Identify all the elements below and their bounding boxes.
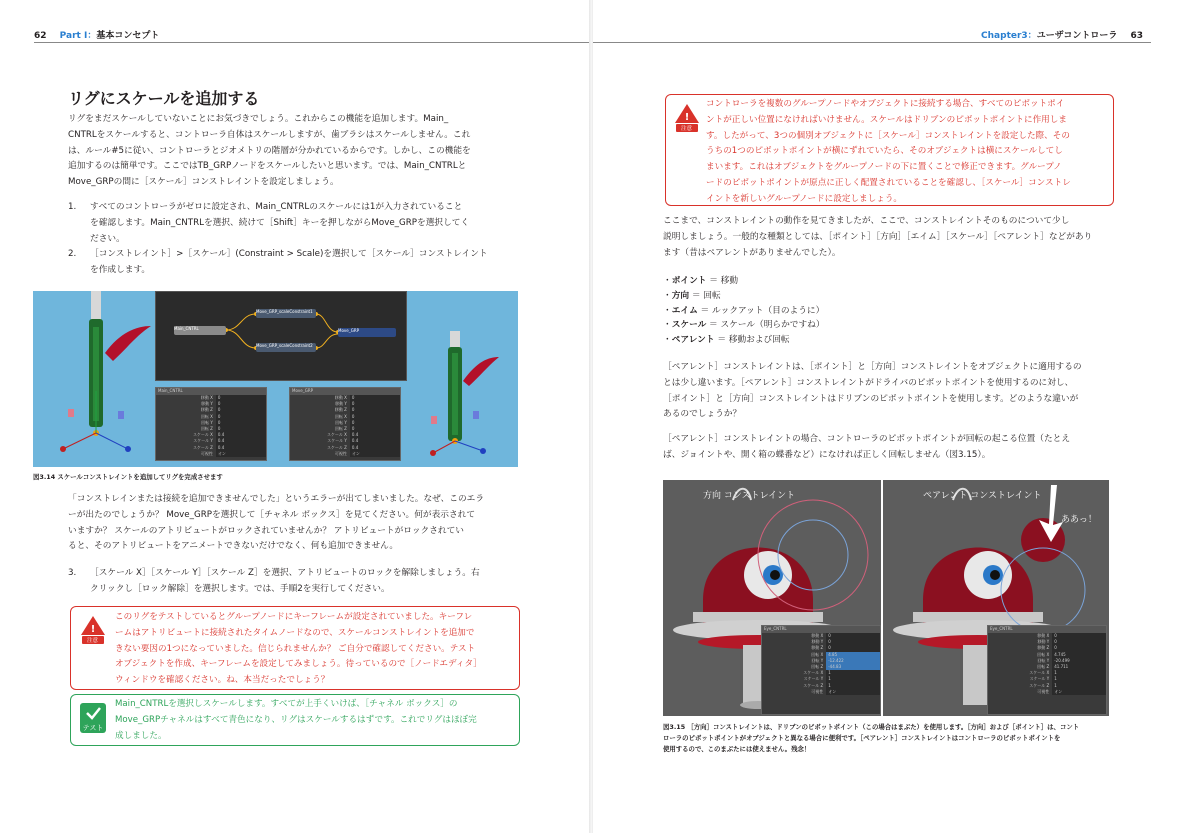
text-line: ［ポイント］と［方向］コンストレイントはドリブンのピボットポイントを使用します。どのような違いが — [663, 393, 1079, 404]
channel-value[interactable]: -44.83 — [826, 664, 880, 670]
svg-text:!: ! — [684, 112, 690, 123]
caution-icon — [674, 103, 700, 133]
list-item — [68, 566, 528, 598]
text-line: 「コンストレインまたは接続を追加できませんでした」というエラーが出てしまいました。なぜ、このエラ — [68, 494, 485, 504]
node-editor-panel — [155, 291, 407, 381]
text-line: うちの1つのピボットポイントが横にずれていたら、そのオブジェクトは横にスケールしてし — [706, 146, 1063, 157]
channel-value[interactable]: 0 — [826, 633, 880, 639]
text-line: クリックし［ロック解除］を選択します。では、手順2を実行してください。 — [90, 583, 390, 594]
bullet-term: エイム — [671, 305, 698, 316]
channel-label: スケール Y — [1029, 676, 1050, 682]
channel-value[interactable]: 0.4 — [350, 432, 400, 438]
channel-label: 回転 Z — [200, 425, 213, 431]
channel-label: 可視性 — [811, 688, 824, 694]
text-line: ［ペアレント］コンストレイントは、［ポイント］と［方向］コンストレイントをオブジェクトに適用するの — [663, 362, 1082, 372]
channel-row[interactable] — [156, 451, 266, 457]
bullet-desc: ＝ 移動および回転 — [717, 335, 790, 346]
channel-label: 移動 Z — [1037, 645, 1050, 651]
channel-value[interactable]: オン — [350, 451, 400, 457]
channel-value[interactable]: 1 — [826, 676, 880, 682]
channel-box-title: Move_GRP — [290, 388, 400, 395]
text-line: ームはアトリビュートに接続されたタイムノードなので、スケールコンストレイントを追加で — [115, 627, 475, 638]
channel-label: スケール Y — [193, 438, 213, 444]
parent-paragraph — [663, 360, 1123, 423]
channel-label: 移動 Y — [1037, 639, 1050, 645]
bullet-desc: ＝ 回転 — [691, 290, 721, 301]
channel-row[interactable] — [988, 689, 1106, 695]
check-icon — [80, 703, 106, 733]
channel-label: スケール Z — [803, 682, 824, 688]
channel-value[interactable]: 4.85 — [826, 652, 880, 658]
channel-value[interactable]: 0 — [826, 639, 880, 645]
caution-label: 注意 — [681, 126, 693, 132]
figure-3-14 — [33, 291, 518, 467]
channel-value[interactable]: 41.711 — [1052, 664, 1106, 670]
left-page — [0, 0, 590, 833]
steps-list-2 — [68, 566, 528, 598]
channel-value[interactable]: -12.422 — [826, 658, 880, 664]
list-item — [68, 200, 528, 247]
channel-label: 移動 X — [200, 395, 213, 400]
channel-value[interactable]: 1 — [826, 683, 880, 689]
test-box — [70, 694, 520, 746]
running-head-left — [34, 28, 159, 41]
channel-value[interactable]: 0 — [350, 407, 400, 413]
channel-value[interactable]: 0.4 — [216, 445, 266, 451]
text-line: ［コンストレイント］>［スケール］(Constraint > Scale)を選択して［スケール］コンストレイント — [90, 249, 488, 260]
bullet-term: 方向 — [671, 290, 690, 301]
text-line: ［スケール X］［スケール Y］［スケール Z］を選択、アトリビュートのロックを解除しましょう。右 — [90, 568, 480, 578]
svg-text:!: ! — [90, 624, 96, 635]
channel-row[interactable] — [762, 689, 880, 695]
channel-label: スケール X — [326, 432, 347, 438]
channel-label: 可視性 — [1037, 688, 1050, 694]
channel-value[interactable]: 0 — [216, 407, 266, 413]
channel-label: 可視性 — [200, 450, 213, 456]
caution-text — [115, 610, 515, 689]
bullet-term: ペアレント — [671, 335, 715, 346]
channel-label: 移動 Z — [811, 645, 824, 651]
text-line: ださい。 — [90, 233, 125, 244]
channel-label: 可視性 — [334, 450, 347, 456]
channel-label: 移動 X — [811, 633, 824, 638]
channel-label: スケール Y — [327, 438, 347, 444]
channel-box-eye-parent — [987, 625, 1107, 715]
text-line: ここまで、コンストレイントの動作を見てきましたが、ここで、コンストレイントそのものについて少し — [663, 216, 1070, 226]
callout-text: ああっ！ — [1061, 515, 1097, 525]
channel-value[interactable]: -20.499 — [1052, 658, 1106, 664]
text-line: リグをまだスケールしていないことにお気づきでしょう。これからこの機能を追加します。Main_ — [68, 114, 449, 124]
channel-box-title: Eye_CNTRL — [762, 626, 880, 633]
channel-value[interactable]: 0.4 — [216, 438, 266, 444]
chapter-title: ユーザコントローラ — [1036, 31, 1118, 41]
channel-label: 回転 Y — [201, 419, 213, 425]
channel-box-eye-orient — [761, 625, 881, 715]
node-move-grp[interactable] — [338, 328, 396, 337]
channel-label: 移動 Y — [811, 639, 824, 645]
running-head-right — [981, 28, 1143, 41]
test-text — [115, 697, 515, 744]
caution-icon — [80, 615, 106, 645]
channel-label: 移動 X — [1037, 633, 1050, 638]
text-line: ば、ジョイントや、開く箱の蝶番など）になければ正しく回転しません（図3.15）。 — [663, 449, 991, 460]
caption-line: 図3.15 ［方向］コンストレイントは、ドリブンのピボットポイント（この場合はまぶた）を使用します。［方向］および［ポイント］は、コント — [663, 723, 1080, 731]
text-line: Main_CNTRLを選択しスケールします。すべてが上手くいけば、［チャネル ボックス］の — [115, 699, 458, 709]
step-number: 1. — [68, 202, 77, 212]
channel-label: 回転 Z — [334, 425, 347, 431]
channel-value[interactable]: 0 — [826, 645, 880, 651]
chapter-label: Chapter3： — [981, 31, 1037, 41]
text-line: ードのピボットポイントが原点に正しく配置されていることを確認し、［スケール］コンストレ — [706, 177, 1071, 188]
page-number-right: 63 — [1130, 31, 1143, 41]
channel-label: 移動 X — [334, 395, 347, 400]
render-label-orient: 方向 コンストレイント — [703, 491, 796, 501]
text-line: ウィンドウを確認ください。ね、本当だったでしょう？ — [115, 675, 330, 686]
channel-value[interactable]: 0.4 — [350, 438, 400, 444]
channel-value[interactable]: 0 — [1052, 639, 1106, 645]
channel-value[interactable]: 1 — [1052, 683, 1106, 689]
text-line: あるのでしょうか？ — [663, 409, 742, 420]
text-line: 追加するのは簡単です。ここではTB_GRPノードをスケールしたいと思います。では、Main_CNTRLと — [68, 161, 467, 172]
channel-label: 移動 Z — [200, 407, 213, 413]
constraint-intro-paragraph — [663, 214, 1123, 261]
channel-value[interactable]: オン — [216, 451, 266, 457]
node-scale-constraint[interactable] — [256, 309, 316, 318]
bullet-term: ポイント — [671, 276, 707, 286]
list-item: ・ペアレント ＝ 移動および回転 — [663, 335, 790, 346]
text-line: オブジェクトを作成、キーフレームを設定してみましょう。待っているので［ノードエディタ］ — [115, 659, 482, 670]
text-line: ントが正しい位置になければいけません。スケールはドリブンのピボットポイントに作用しま — [706, 114, 1067, 125]
channel-label: 回転 Y — [335, 419, 347, 425]
channel-value[interactable]: 0 — [216, 426, 266, 432]
channel-value[interactable]: 0 — [350, 395, 400, 401]
channel-box-main — [155, 387, 267, 461]
channel-value[interactable]: オン — [826, 689, 880, 695]
text-line: コントローラを複数のグループノードやオブジェクトに接続する場合、すべてのピボットポイ — [706, 99, 1065, 109]
channel-value[interactable]: 1 — [1052, 670, 1106, 676]
channel-label: 移動 Z — [334, 407, 347, 413]
text-line: ［ペアレント］コンストレイントの場合、コントローラのピボットポイントが回転の起こる位置（たとえ — [663, 434, 1071, 444]
error-paragraph — [68, 492, 528, 555]
channel-row[interactable] — [290, 451, 400, 457]
node-main-cntrl[interactable] — [174, 326, 226, 335]
channel-value[interactable]: 0.4 — [216, 432, 266, 438]
pivot-paragraph — [663, 432, 1123, 464]
test-label: テスト — [82, 724, 104, 732]
figure-caption: 図3.14 スケールコンストレイントを追加してリグを完成させます — [33, 473, 223, 481]
bullet-desc: ＝ 移動 — [709, 276, 739, 286]
channel-value[interactable]: オン — [1052, 689, 1106, 695]
channel-value[interactable]: 1 — [826, 670, 880, 676]
caution-label: 注意 — [87, 638, 99, 644]
channel-label: 回転 Y — [1037, 657, 1050, 663]
text-line: Move_GRPチャネルはすべて青色になり、リグはスケールするはずです。これでリグはほぼ完 — [115, 714, 477, 725]
figure-3-15-right-render — [883, 480, 1109, 716]
channel-value[interactable]: 0 — [216, 420, 266, 426]
caption-line: ローラのピボットポイントがオブジェクトと異なる場合に便利です。［ペアレント］コンストレイントはコントローラのピボットポイントを — [663, 734, 1061, 742]
channel-label: スケール Z — [326, 444, 347, 450]
list-item: ・エイム ＝ ルックアット（目のように） — [663, 305, 825, 316]
text-line: は、ルール#5に従い、コントローラとジオメトリの階層が分かれているからです。しかし、この機能を — [68, 145, 471, 156]
channel-label: 回転 X — [334, 413, 347, 419]
channel-label: 回転 Z — [811, 663, 824, 669]
channel-value[interactable]: 0 — [216, 401, 266, 407]
bullet-desc: ＝ ルックアット（目のように） — [700, 305, 825, 316]
channel-value[interactable]: 0 — [350, 420, 400, 426]
text-line: 説明しましょう。一般的な種類としては、［ポイント］［方向］［エイム］［スケール］［ペアレント］などがあり — [663, 231, 1093, 242]
part-label: Part Ⅰ： — [59, 31, 97, 41]
channel-label: スケール Y — [803, 676, 824, 682]
bullet-term: スケール — [671, 320, 707, 331]
list-item: ・ポイント ＝ 移動 — [663, 276, 739, 286]
channel-label: 回転 X — [200, 413, 213, 419]
channel-value[interactable]: 0 — [350, 401, 400, 407]
step-number: 2. — [68, 249, 77, 260]
text-line: CNTRLをスケールすると、コントローラ自体はスケールしますが、歯ブラシはスケールしません。これ — [68, 129, 471, 140]
node-label: Move_GRP_scaleConstraint2 — [256, 343, 313, 348]
channel-label: スケール X — [1029, 670, 1050, 676]
channel-value[interactable]: 0.4 — [350, 445, 400, 451]
list-item: ・方向 ＝ 回転 — [663, 290, 721, 301]
channel-label: 移動 Y — [335, 401, 347, 407]
caution-text — [706, 97, 1108, 208]
text-line: を確認します。Main_CNTRLを選択、続けて［Shift］キーを押しながらMove_GRPを選択してく — [90, 217, 470, 228]
figure-3-15-left-render — [663, 480, 881, 716]
node-label: Main_CNTRL — [174, 326, 199, 331]
toothbrush-right — [430, 331, 499, 456]
text-line: Move_GRPの間に［スケール］コンストレイントを設定しましょう。 — [68, 177, 339, 188]
list-item — [68, 247, 528, 279]
channel-box-move — [289, 387, 401, 461]
channel-box-title: Eye_CNTRL — [988, 626, 1106, 633]
channel-value[interactable]: 1 — [1052, 676, 1106, 682]
header-rule-left — [34, 42, 590, 43]
caution-box-left — [70, 606, 520, 690]
channel-label: スケール X — [803, 670, 824, 676]
intro-paragraph — [68, 112, 528, 191]
bullet-desc: ＝ スケール（明らかですね） — [709, 320, 825, 331]
channel-value[interactable]: 4.745 — [1052, 652, 1106, 658]
toothbrush-left — [60, 291, 151, 452]
text-line: 成しました。 — [115, 730, 167, 741]
list-item: ・スケール ＝ スケール（明らかですね） — [663, 320, 825, 331]
text-line: すべてのコントローラがゼロに設定され、Main_CNTRLのスケールには1が入力されていること — [90, 202, 463, 212]
constraint-type-list — [663, 274, 1063, 348]
node-scale-constraint-2[interactable] — [256, 343, 316, 352]
text-line: きない要因の1つになっていました。信じられませんか？ ご自分で確認してください。テスト — [115, 643, 476, 654]
figure-caption — [663, 722, 1118, 755]
channel-value[interactable]: 0 — [350, 414, 400, 420]
text-line: このリグをテストしているとグループノードにキーフレームが設定されていました。キーフレ — [115, 612, 473, 622]
caption-line: 使用するので、このまぶたには使えません。残念！ — [663, 745, 811, 753]
text-line: を作成します。 — [90, 265, 151, 276]
node-label: Move_GRP — [338, 328, 360, 333]
caution-box-right — [665, 94, 1114, 206]
header-rule-right — [593, 42, 1151, 43]
text-line: いますか？ スケールのアトリビュートがロックされていませんか？ アトリビュートがロックされてい — [68, 525, 464, 536]
page-number-left: 62 — [34, 31, 47, 41]
channel-label: スケール Z — [1029, 682, 1050, 688]
right-page — [593, 0, 1183, 833]
channel-box-title: Main_CNTRL — [156, 388, 266, 395]
part-title: 基本コンセプト — [96, 31, 160, 41]
render-label-parent: ペアレント コンストレイント — [923, 491, 1042, 501]
text-line: ーが出たのでしょうか？ Move_GRPを選択して［チャネル ボックス］を見てください。何が表示されて — [68, 509, 476, 520]
node-label: Move_GRP_scaleConstraint1 — [256, 309, 313, 314]
channel-label: スケール X — [192, 432, 213, 438]
channel-label: 回転 Z — [1037, 663, 1050, 669]
channel-value[interactable]: 0 — [1052, 645, 1106, 651]
step-number: 3. — [68, 568, 77, 578]
channel-label: スケール Z — [192, 444, 213, 450]
section-heading: リグにスケールを追加する — [68, 89, 260, 108]
channel-value[interactable]: 0 — [350, 426, 400, 432]
channel-value[interactable]: 0 — [216, 414, 266, 420]
channel-label: 回転 Y — [811, 657, 824, 663]
text-line: ます（昔はペアレントがありませんでした）。 — [663, 247, 841, 258]
channel-label: 回転 X — [811, 651, 824, 657]
channel-label: 回転 X — [1037, 651, 1050, 657]
channel-label: 移動 Y — [201, 401, 213, 407]
text-line: ると、そのアトリビュートをアニメートできないだけでなく、何も追加できません。 — [68, 541, 399, 552]
steps-list-1 — [68, 200, 528, 279]
channel-value[interactable]: 0 — [1052, 633, 1106, 639]
text-line: まいます。これはオブジェクトをグループノードの下に置くことで修正できます。グループノ — [706, 162, 1062, 173]
channel-value[interactable]: 0 — [216, 395, 266, 401]
text-line: とは少し違います。［ペアレント］コンストレイントがドライバのピボットポイントを使用するのに対し、 — [663, 377, 1074, 388]
text-line: す。したがって、3つの個別オブジェクトに［スケール］コンストレイントを設定した際、その — [706, 130, 1070, 141]
text-line: イントを新しいグループノードに設定しましょう。 — [706, 193, 903, 204]
